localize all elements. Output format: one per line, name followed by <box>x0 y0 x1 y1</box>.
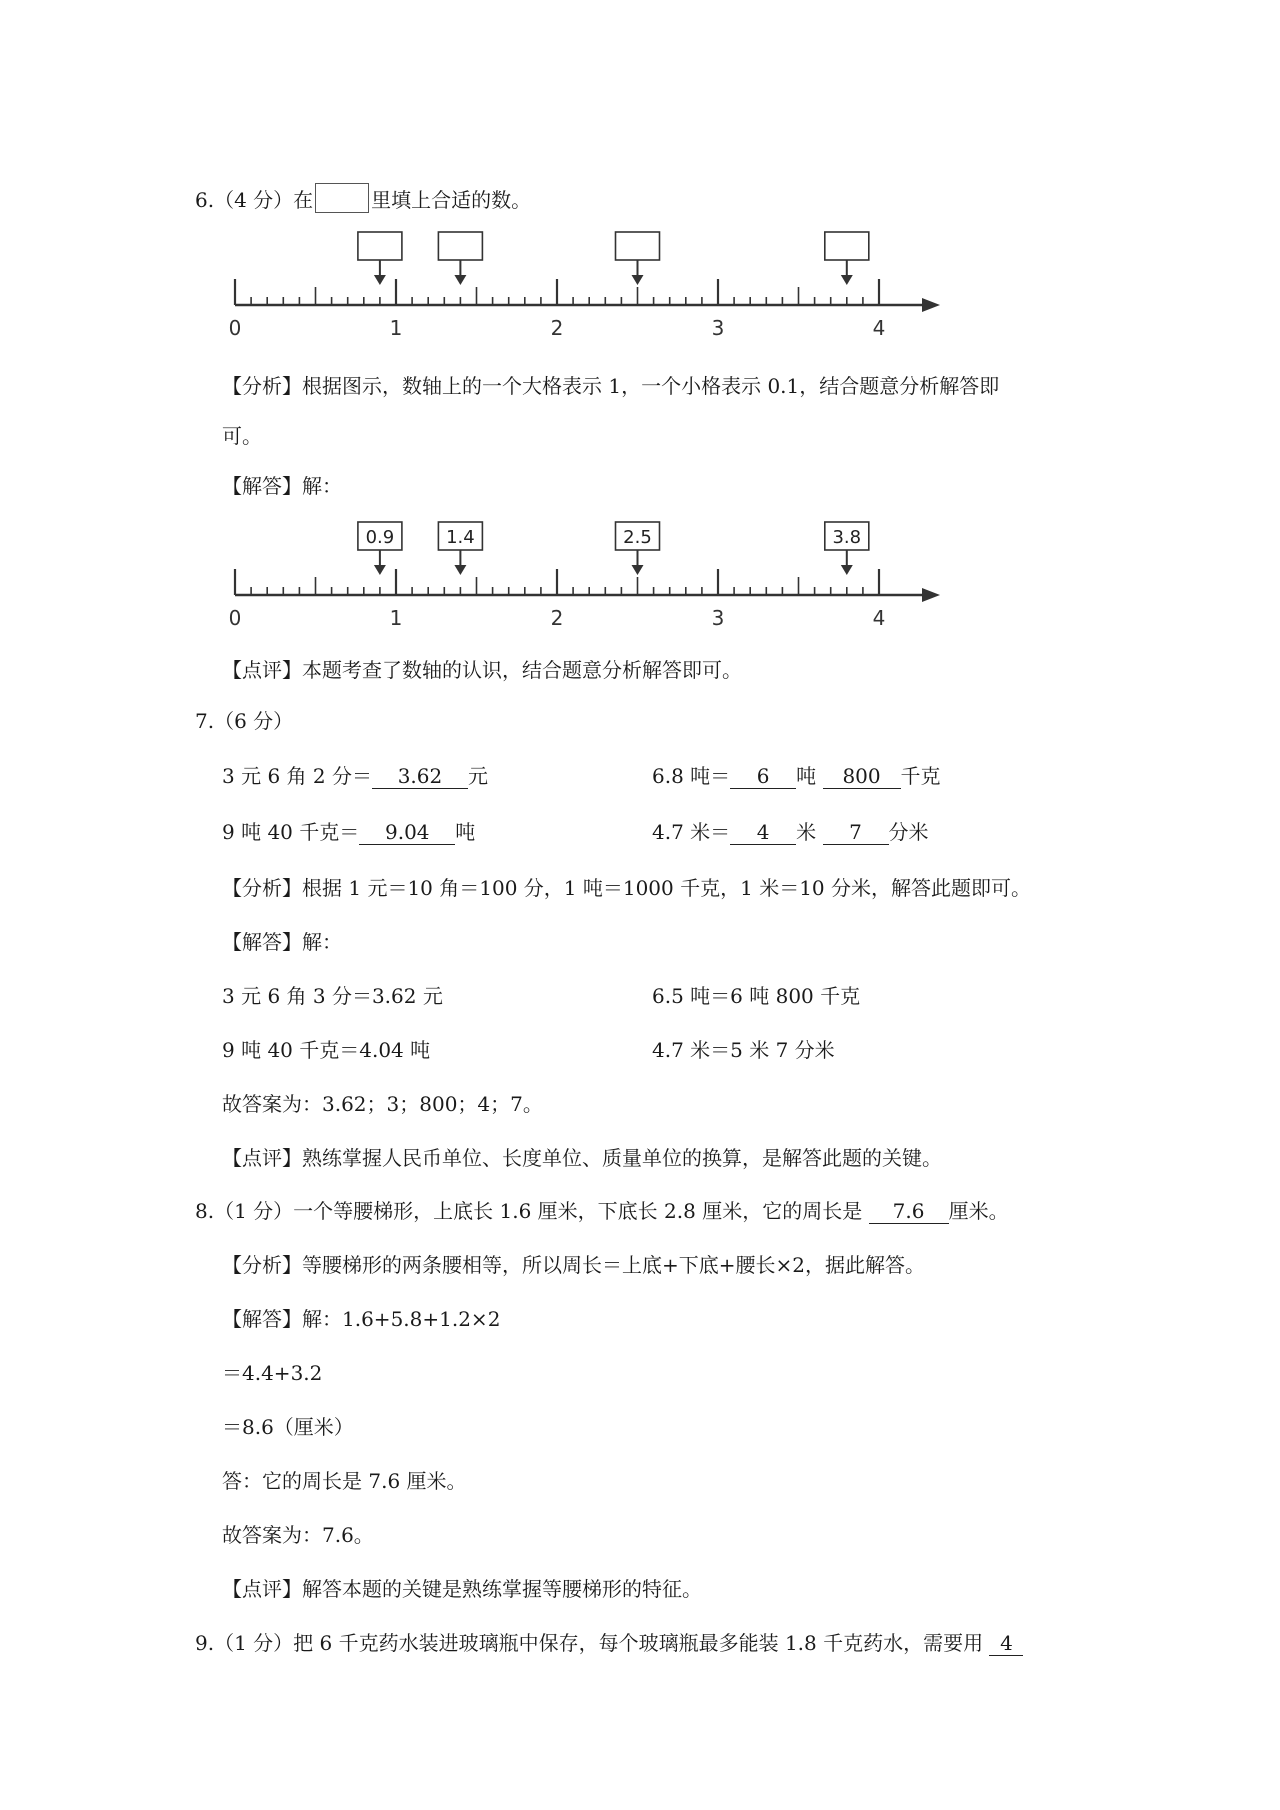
q7-r1-right-unit1: 吨 <box>796 764 817 788</box>
pointer-arrow-head <box>632 565 644 575</box>
q6-stem-suffix: 里填上合适的数。 <box>371 188 532 212</box>
answer-blank: 7 <box>823 820 889 845</box>
answer-blank: 800 <box>823 764 901 789</box>
q6-solution-label: 【解答】解： <box>222 474 342 498</box>
q8-step2: ＝8.6（厘米） <box>222 1415 354 1439</box>
q9-stem <box>195 1629 1023 1657</box>
answer-value: 1.4 <box>446 527 475 548</box>
answer-blank: 7.6 <box>869 1199 949 1224</box>
q7-solution-1-right: 6.5 吨＝6 吨 800 千克 <box>652 984 861 1008</box>
answer-value: 0.9 <box>365 527 395 548</box>
q7-solution-label: 【解答】解： <box>222 930 342 954</box>
q8-answer: 故答案为：7.6。 <box>222 1523 374 1547</box>
q7-r1-right-text: 6.8 吨＝ <box>652 764 731 788</box>
q6-stem-prefix: 6.（4 分）在 <box>195 188 314 212</box>
answer-blank: 9.04 <box>359 820 455 845</box>
axis-label: 3 <box>711 316 725 340</box>
q8-reply: 答：它的周长是 7.6 厘米。 <box>222 1469 467 1493</box>
q7-row1-left <box>222 762 488 790</box>
axis-label: 4 <box>872 606 886 630</box>
number-line-answer <box>0 518 1280 638</box>
pointer-arrow-head <box>841 565 853 575</box>
q7-r2-right-unit1: 米 <box>796 820 817 844</box>
q7-r1-left-unit: 元 <box>467 764 488 788</box>
axis-label: 0 <box>228 316 242 340</box>
q8-stem-unit: 厘米。 <box>948 1199 1009 1223</box>
answer-box <box>438 232 482 260</box>
q6-stem <box>195 183 531 214</box>
q8-comment: 【点评】解答本题的关键是熟练掌握等腰梯形的特征。 <box>222 1577 702 1601</box>
q8-analysis: 【分析】等腰梯形的两条腰相等，所以周长＝上底+下底+腰长×2，据此解答。 <box>222 1253 925 1277</box>
axis-label: 2 <box>550 316 564 340</box>
q6-comment: 【点评】本题考查了数轴的认识，结合题意分析解答即可。 <box>222 658 742 682</box>
axis-label: 1 <box>389 606 403 630</box>
q7-row1-right <box>652 762 941 790</box>
q7-r2-left-text: 9 吨 40 千克＝ <box>222 820 360 844</box>
answer-box <box>358 232 402 260</box>
answer-value: 3.8 <box>832 527 862 548</box>
axis-label: 4 <box>872 316 886 340</box>
axis-label: 2 <box>550 606 564 630</box>
pointer-arrow-head <box>454 565 466 575</box>
q6-analysis: 【分析】根据图示，数轴上的一个大格表示 1，一个小格表示 0.1，结合题意分析解答即 <box>222 374 1000 398</box>
q7-analysis: 【分析】根据 1 元＝10 角＝100 分，1 吨＝1000 千克，1 米＝10 分米，解答此题即可。 <box>222 876 1032 900</box>
q7-comment: 【点评】熟练掌握人民币单位、长度单位、质量单位的换算，是解答此题的关键。 <box>222 1146 942 1170</box>
q7-solution-2-left: 9 吨 40 千克＝4.04 吨 <box>222 1038 431 1062</box>
answer-blank: 4 <box>989 1631 1023 1656</box>
axis-label: 1 <box>389 316 403 340</box>
q9-stem-text: 9.（1 分）把 6 千克药水装进玻璃瓶中保存，每个玻璃瓶最多能装 1.8 千克药水，需要用 <box>195 1631 984 1655</box>
pointer-arrow-head <box>841 275 853 285</box>
q7-solution-2-right: 4.7 米＝5 米 7 分米 <box>652 1038 835 1062</box>
pointer-arrow-head <box>454 275 466 285</box>
axis-label: 3 <box>711 606 725 630</box>
q7-answer: 故答案为：3.62；3；800；4；7。 <box>222 1092 543 1116</box>
inline-answer-box <box>315 183 369 213</box>
axis-arrowhead <box>922 298 940 312</box>
q7-row2-left <box>222 818 475 846</box>
pointer-arrow-head <box>374 275 386 285</box>
q8-stem <box>195 1197 1009 1225</box>
answer-blank: 3.62 <box>372 764 468 789</box>
number-line-question <box>0 228 1280 348</box>
answer-box <box>825 232 869 260</box>
pointer-arrow-head <box>632 275 644 285</box>
q7-stem: 7.（6 分） <box>195 709 294 733</box>
q8-stem-text: 8.（1 分）一个等腰梯形，上底长 1.6 厘米，下底长 2.8 厘米，它的周长是 <box>195 1199 863 1223</box>
q7-r1-left-text: 3 元 6 角 2 分＝ <box>222 764 372 788</box>
axis-label: 0 <box>228 606 242 630</box>
q8-solution: 【解答】解：1.6+5.8+1.2×2 <box>222 1307 501 1331</box>
q7-row2-right <box>652 818 929 846</box>
pointer-arrow-head <box>374 565 386 575</box>
answer-value: 2.5 <box>623 527 652 548</box>
q7-r2-left-unit: 吨 <box>455 820 476 844</box>
answer-blank: 4 <box>730 820 796 845</box>
answer-blank: 6 <box>730 764 796 789</box>
answer-box <box>616 232 660 260</box>
axis-arrowhead <box>922 588 940 602</box>
q6-analysis-cont: 可。 <box>222 424 262 448</box>
q7-r2-right-unit2: 分米 <box>888 820 929 844</box>
q8-step1: ＝4.4+3.2 <box>222 1361 323 1385</box>
q7-solution-1-left: 3 元 6 角 3 分＝3.62 元 <box>222 984 443 1008</box>
q7-r1-right-unit2: 千克 <box>900 764 941 788</box>
q7-r2-right-text: 4.7 米＝ <box>652 820 731 844</box>
